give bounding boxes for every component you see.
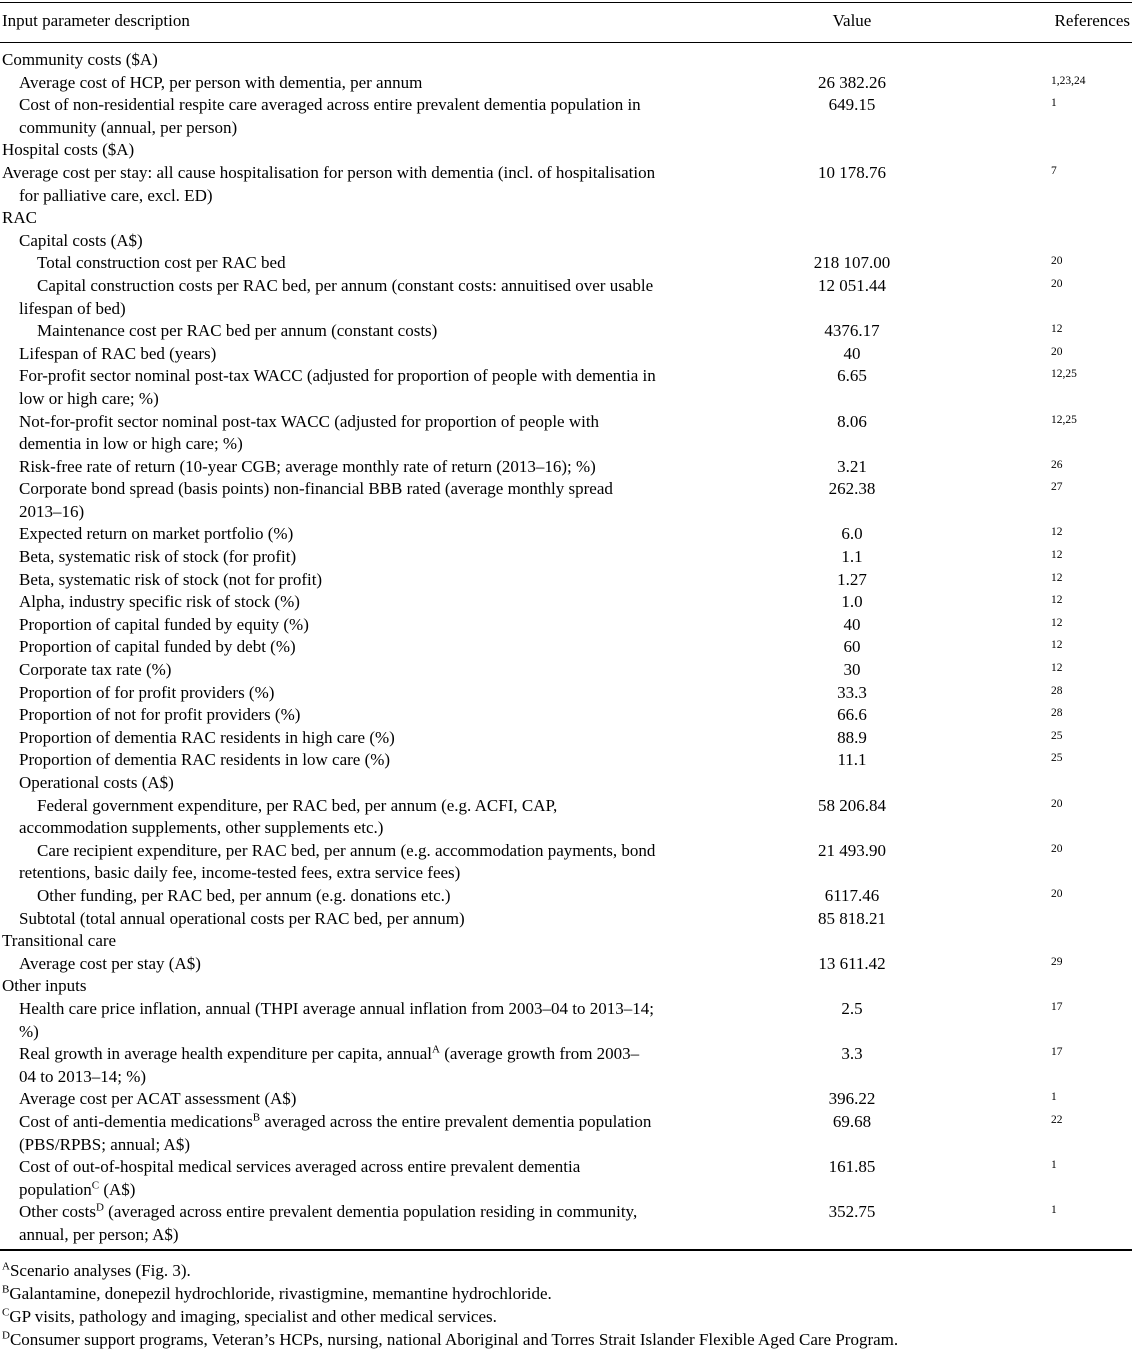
parameter-description (0, 772, 660, 795)
description-text: Total construction cost per RAC bed (37, 253, 286, 273)
parameter-value: 1.1 (841, 547, 863, 567)
parameter-references (1044, 139, 1132, 162)
description-text: Cost of out-of-hospital medical services averaged across entire prevalent dementia population (19, 1157, 581, 1199)
parameter-value (660, 139, 1044, 162)
parameter-description (0, 523, 660, 546)
parameter-references: 17 (1051, 1046, 1063, 1059)
parameter-references: 28 (1051, 684, 1063, 697)
footnote-text: Scenario analyses (Fig. 3). (9, 1261, 191, 1280)
parameter-references: 1,23,24 (1051, 74, 1086, 87)
parameter-description (0, 162, 660, 207)
parameter-value (660, 207, 1044, 230)
column-header-description: Input parameter description (2, 11, 190, 30)
parameter-description (0, 456, 660, 479)
description-text: Care recipient expenditure, per RAC bed, per annum (e.g. accommodation payments, bond retentions, basic daily fee, income-tested fees, extra service fees) (19, 840, 656, 883)
footnote-mark: D (2, 1329, 10, 1342)
parameter-references: 12,25 (1051, 413, 1077, 426)
parameter-references: 12,25 (1051, 368, 1077, 381)
description-text: Hospital costs ($A) (2, 140, 135, 160)
parameter-references: 20 (1051, 277, 1063, 290)
parameter-references: 17 (1051, 1000, 1063, 1013)
parameter-value (660, 930, 1044, 953)
parameter-references: 20 (1051, 797, 1063, 810)
parameter-value: 69.68 (832, 1111, 872, 1131)
parameter-value: 13 611.42 (818, 953, 886, 973)
parameter-references (1044, 975, 1132, 998)
table-row (0, 275, 1132, 320)
description-text: Real growth in average health expenditure per capita, annual (19, 1044, 433, 1064)
table-row (0, 749, 1132, 772)
description-text: Proportion of capital funded by debt (%) (19, 637, 296, 657)
parameter-description (0, 636, 660, 659)
description-text: Risk-free rate of return (10-year CGB; average monthly rate of return (2013–16); %) (19, 456, 596, 476)
table-body (0, 43, 1132, 1251)
parameter-description (0, 591, 660, 614)
parameter-value: 21 493.90 (818, 840, 886, 860)
table-row (0, 252, 1132, 275)
parameter-value: 10 178.76 (818, 162, 886, 182)
parameter-description (0, 365, 660, 410)
description-text: Other funding, per RAC bed, per annum (e.g. donations etc.) (37, 885, 451, 905)
parameter-references: 12 (1051, 571, 1063, 584)
parameter-description (0, 682, 660, 705)
description-text: Other inputs (2, 976, 87, 996)
parameter-references: 1 (1051, 1204, 1057, 1217)
parameter-description (0, 275, 660, 320)
footnote (2, 1305, 1122, 1328)
footnote-mark: B (2, 1283, 10, 1296)
parameter-description (0, 207, 660, 230)
parameter-description (0, 320, 660, 343)
parameter-value: 40 (843, 343, 861, 363)
description-text: Beta, systematic risk of stock (not for profit) (19, 569, 323, 589)
description-text: Capital costs (A$) (19, 230, 143, 250)
parameter-references: 27 (1051, 481, 1063, 494)
description-text-continued: (averaged across entire prevalent dementia population residing in community, annual, per person; A$) (19, 1202, 638, 1244)
section-header-row (0, 772, 1132, 795)
parameter-description (0, 43, 660, 72)
parameter-description (0, 1201, 660, 1250)
parameter-value (660, 43, 1044, 72)
parameter-value: 26 382.26 (818, 72, 886, 92)
parameter-description (0, 614, 660, 637)
parameter-description (0, 569, 660, 592)
parameter-references (1044, 230, 1132, 253)
table-row (0, 885, 1132, 908)
description-text: Federal government expenditure, per RAC bed, per annum (e.g. ACFI, CAP, accommodation supplements, other supplements etc.) (19, 795, 558, 838)
table-row (0, 1043, 1132, 1088)
description-text: Average cost per ACAT assessment (A$) (19, 1089, 297, 1109)
description-text: Subtotal (total annual operational costs per RAC bed, per annum) (19, 908, 465, 928)
description-text: Expected return on market portfolio (%) (19, 524, 294, 544)
table-row (0, 1111, 1132, 1156)
parameter-value (660, 230, 1044, 253)
parameter-value: 66.6 (837, 705, 867, 725)
table-row (0, 94, 1132, 139)
table-row (0, 162, 1132, 207)
parameter-references: 25 (1051, 752, 1063, 765)
parameter-value: 60 (843, 637, 861, 657)
footnote-marker: C (91, 1179, 100, 1192)
table-row (0, 1201, 1132, 1250)
parameter-value: 649.15 (828, 95, 876, 115)
parameter-value: 40 (843, 614, 861, 634)
parameter-references: 12 (1051, 616, 1063, 629)
parameter-references (1044, 207, 1132, 230)
parameter-references: 12 (1051, 662, 1063, 675)
description-text: Proportion of capital funded by equity (%) (19, 614, 309, 634)
table-row (0, 320, 1132, 343)
table-row (0, 569, 1132, 592)
parameter-description (0, 930, 660, 953)
header-row (0, 3, 1132, 43)
description-text-continued: (A$) (99, 1179, 136, 1199)
parameter-value: 2.5 (841, 998, 863, 1018)
section-header-row (0, 230, 1132, 253)
parameter-value: 218 107.00 (813, 253, 891, 273)
parameter-description (0, 252, 660, 275)
footnote (2, 1259, 1122, 1282)
table-row (0, 840, 1132, 885)
table-row (0, 614, 1132, 637)
parameter-references: 7 (1051, 164, 1057, 177)
description-text: Transitional care (2, 931, 117, 951)
parameter-description (0, 795, 660, 840)
parameter-references (1044, 908, 1132, 931)
footnote (2, 1282, 1122, 1305)
description-text: Corporate bond spread (basis points) non-financial BBB rated (average monthly spread 2013–16) (19, 479, 613, 521)
footnote-mark: C (2, 1306, 10, 1319)
footnote-mark: A (2, 1260, 10, 1273)
table-row (0, 998, 1132, 1043)
parameter-description (0, 975, 660, 998)
parameter-description (0, 1043, 660, 1088)
section-header-row (0, 930, 1132, 953)
description-text: Capital construction costs per RAC bed, per annum (constant costs: annuitised over usable lifespan of bed) (19, 275, 654, 318)
footnotes (2, 1259, 1122, 1351)
parameter-references: 1 (1051, 1159, 1057, 1172)
parameter-description (0, 1156, 660, 1201)
parameter-description (0, 343, 660, 366)
parameter-description (0, 885, 660, 908)
table-row (0, 682, 1132, 705)
footnote-marker: A (432, 1043, 440, 1056)
parameter-references: 20 (1051, 887, 1063, 900)
parameter-description (0, 727, 660, 750)
parameter-references: 12 (1051, 639, 1063, 652)
parameter-references (1044, 930, 1132, 953)
parameter-value: 8.06 (837, 411, 867, 431)
table-row (0, 636, 1132, 659)
parameter-references: 12 (1051, 594, 1063, 607)
description-text: Other costs (19, 1202, 96, 1222)
description-text: Beta, systematic risk of stock (for profit) (19, 547, 297, 567)
parameter-description (0, 1088, 660, 1111)
parameter-value: 352.75 (828, 1202, 876, 1222)
parameter-references: 22 (1051, 1113, 1063, 1126)
table-row (0, 659, 1132, 682)
parameter-value: 1.27 (837, 569, 867, 589)
parameter-references: 25 (1051, 729, 1063, 742)
parameter-value: 88.9 (837, 727, 867, 747)
parameter-value: 1.0 (841, 592, 863, 612)
table-row (0, 591, 1132, 614)
description-text: Corporate tax rate (%) (19, 660, 172, 680)
parameter-description (0, 411, 660, 456)
footnote-marker: D (95, 1201, 104, 1214)
description-text-continued: averaged across the entire prevalent dementia population (PBS/RPBS; annual; A$) (19, 1111, 652, 1154)
description-text: RAC (2, 208, 37, 228)
parameter-references: 20 (1051, 255, 1063, 268)
parameter-description (0, 139, 660, 162)
description-text: Cost of non-residential respite care averaged across entire prevalent dementia population in community (annual, per person) (19, 95, 641, 137)
table-row (0, 72, 1132, 95)
section-header-row (0, 975, 1132, 998)
footnote-text: GP visits, pathology and imaging, specialist and other medical services. (9, 1307, 497, 1326)
description-text: Operational costs (A$) (19, 773, 174, 792)
parameter-value (660, 975, 1044, 998)
parameter-description (0, 546, 660, 569)
parameter-description (0, 953, 660, 976)
parameter-value: 6.0 (841, 524, 863, 544)
parameter-description (0, 478, 660, 523)
table-row (0, 908, 1132, 931)
table-header (0, 3, 1132, 43)
description-text: Cost of anti-dementia medications (19, 1111, 253, 1131)
parameter-description (0, 998, 660, 1043)
parameter-references: 12 (1051, 323, 1063, 336)
footnote-text: Galantamine, donepezil hydrochloride, rivastigmine, memantine hydrochloride. (9, 1284, 552, 1303)
description-text: Average cost per stay (A$) (19, 953, 201, 973)
parameter-references: 12 (1051, 526, 1063, 539)
description-text: Not-for-profit sector nominal post-tax WACC (adjusted for proportion of people with dementia in low or high care; %) (19, 411, 600, 454)
parameter-references: 20 (1051, 842, 1063, 855)
parameter-references: 26 (1051, 458, 1063, 471)
table-row (0, 1088, 1132, 1111)
parameter-value: 11.1 (837, 750, 867, 770)
parameter-value: 33.3 (837, 682, 867, 702)
parameter-value: 58 206.84 (818, 795, 886, 815)
parameter-description (0, 749, 660, 772)
parameter-value: 4376.17 (824, 321, 880, 341)
parameter-references: 12 (1051, 549, 1063, 562)
parameter-value: 3.21 (837, 456, 867, 476)
parameter-value: 161.85 (828, 1157, 876, 1177)
parameter-description (0, 94, 660, 139)
table-row (0, 478, 1132, 523)
parameter-value (660, 772, 1044, 795)
parameter-references (1044, 772, 1132, 795)
parameter-references: 28 (1051, 707, 1063, 720)
description-text: Proportion of dementia RAC residents in high care (%) (19, 727, 395, 747)
input-parameters-table (0, 2, 1132, 1251)
table-row (0, 411, 1132, 456)
parameter-description (0, 1111, 660, 1156)
parameter-description (0, 659, 660, 682)
description-text: Proportion of not for profit providers (%) (19, 705, 301, 725)
parameter-references: 20 (1051, 345, 1063, 358)
parameter-references: 29 (1051, 955, 1063, 968)
table-row (0, 704, 1132, 727)
parameter-description (0, 704, 660, 727)
table-row (0, 953, 1132, 976)
column-header-value: Value (832, 11, 872, 30)
footnote-text: Consumer support programs, Veteran’s HCPs, nursing, national Aboriginal and Torres Strait Islander Flexible Aged Care Program. (9, 1330, 899, 1349)
parameter-value: 85 818.21 (818, 908, 886, 928)
parameter-description (0, 840, 660, 885)
table-row (0, 1156, 1132, 1201)
table-row (0, 546, 1132, 569)
table-row (0, 523, 1132, 546)
table-row (0, 727, 1132, 750)
parameter-value: 396.22 (828, 1089, 876, 1109)
description-text: Proportion of dementia RAC residents in low care (%) (19, 750, 391, 770)
description-text: Health care price inflation, annual (THPI average annual inflation from 2003–04 to 2013–14; %) (19, 998, 654, 1041)
parameter-value: 6.65 (837, 366, 867, 386)
parameter-references: 1 (1051, 97, 1057, 110)
parameter-references: 1 (1051, 1091, 1057, 1104)
section-header-row (0, 43, 1132, 72)
parameter-value: 12 051.44 (818, 275, 886, 295)
parameter-value: 30 (843, 660, 861, 680)
parameter-description (0, 230, 660, 253)
parameter-references (1044, 43, 1132, 72)
description-text: Average cost of HCP, per person with dementia, per annum (19, 72, 423, 92)
description-text: Proportion of for profit providers (%) (19, 682, 275, 702)
table-row (0, 343, 1132, 366)
parameter-description (0, 908, 660, 931)
description-text: For-profit sector nominal post-tax WACC (adjusted for proportion of people with dementia in low or high care; %) (19, 366, 656, 408)
description-text: Alpha, industry specific risk of stock (%) (19, 592, 300, 612)
description-text: Maintenance cost per RAC bed per annum (constant costs) (37, 321, 438, 341)
section-header-row (0, 207, 1132, 230)
parameter-value: 3.3 (841, 1044, 863, 1064)
parameter-description (0, 72, 660, 95)
parameter-value: 6117.46 (824, 885, 880, 905)
section-header-row (0, 139, 1132, 162)
column-header-references: References (1054, 11, 1130, 30)
table-row (0, 456, 1132, 479)
parameter-value: 262.38 (828, 479, 876, 499)
footnote (2, 1328, 1122, 1351)
table-row (0, 795, 1132, 840)
description-text-continued: (average growth from 2003–04 to 2013–14; %) (19, 1044, 640, 1086)
description-text: Community costs ($A) (2, 50, 158, 69)
footnote-marker: B (252, 1111, 261, 1124)
description-text: Average cost per stay: all cause hospitalisation for person with dementia (incl. of hospitalisation for palliative care, excl. ED) (2, 162, 656, 205)
table-row (0, 365, 1132, 410)
description-text: Lifespan of RAC bed (years) (19, 343, 217, 363)
